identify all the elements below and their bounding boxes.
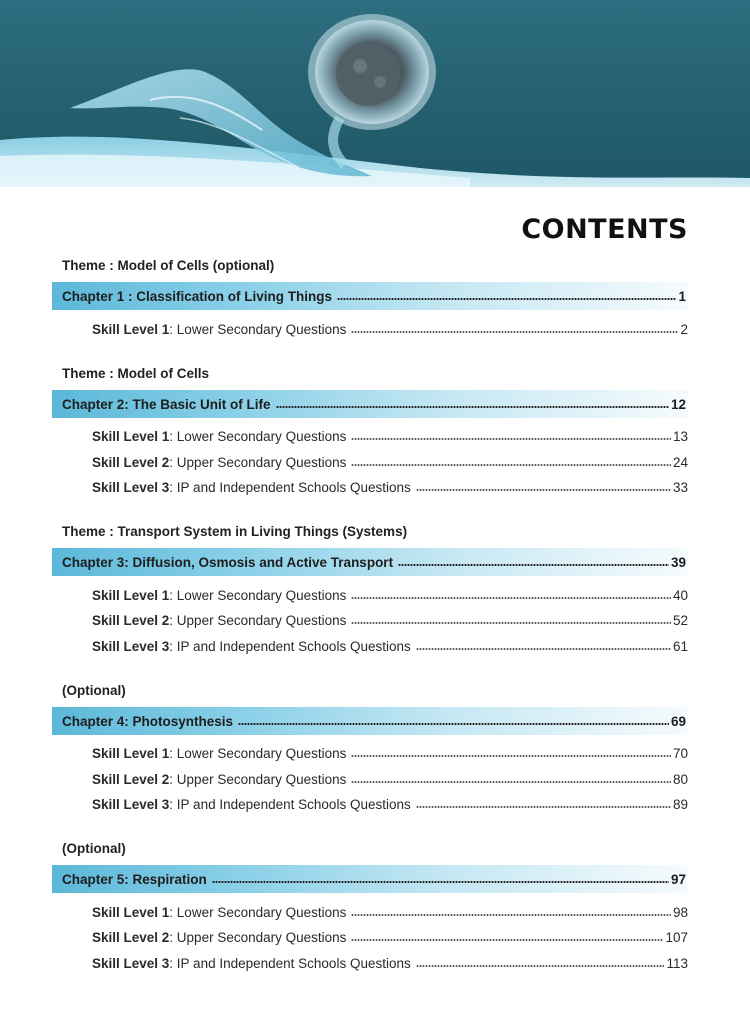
theme-heading: (Optional): [62, 683, 126, 698]
theme-heading: Theme : Model of Cells (optional): [62, 258, 275, 273]
skill-level-label: Skill Level 1: [92, 587, 170, 603]
chapter-title: Chapter 2: The Basic Unit of Life: [62, 396, 271, 412]
skill-level-label: Skill Level 2: [92, 771, 170, 787]
toc-skill-entry[interactable]: [92, 769, 688, 789]
page-number: 33: [672, 479, 688, 495]
skill-description: : IP and Independent Schools Questions: [169, 955, 411, 971]
dot-leader: [238, 722, 669, 726]
toc-skill-entry[interactable]: [92, 902, 688, 922]
toc-skill-entry[interactable]: [92, 953, 688, 973]
dot-leader: [351, 596, 671, 600]
dot-leader: [351, 754, 671, 758]
dot-leader: [276, 405, 669, 409]
toc-skill-entry[interactable]: [92, 927, 688, 947]
toc-chapter-entry[interactable]: [62, 707, 686, 735]
toc-chapter-entry[interactable]: [62, 390, 686, 418]
skill-level-label: Skill Level 1: [92, 904, 170, 920]
toc-skill-entry[interactable]: [92, 477, 688, 497]
page-number: 1: [678, 288, 686, 304]
toc-skill-entry[interactable]: [92, 743, 688, 763]
skill-level-label: Skill Level 2: [92, 612, 170, 628]
skill-description: : IP and Independent Schools Questions: [169, 796, 411, 812]
page-number: 113: [666, 955, 688, 971]
skill-description: : Lower Secondary Questions: [169, 587, 347, 603]
page-number: 39: [670, 554, 686, 570]
theme-heading: Theme : Model of Cells: [62, 366, 210, 381]
dot-leader: [398, 563, 669, 567]
skill-description: : Lower Secondary Questions: [169, 428, 347, 444]
dot-leader: [416, 647, 671, 651]
skill-description: : Upper Secondary Questions: [169, 612, 347, 628]
toc-skill-entry[interactable]: [92, 452, 688, 472]
dot-leader: [212, 880, 669, 884]
toc-skill-entry[interactable]: [92, 610, 688, 630]
skill-level-label: Skill Level 2: [92, 929, 170, 945]
toc-skill-entry[interactable]: [92, 794, 688, 814]
dot-leader: [351, 780, 671, 784]
skill-level-label: Skill Level 3: [92, 479, 170, 495]
page-number: 12: [670, 396, 686, 412]
skill-description: : Lower Secondary Questions: [169, 745, 347, 761]
toc-chapter-entry[interactable]: [62, 865, 686, 893]
skill-description: : Upper Secondary Questions: [169, 454, 347, 470]
toc-chapter-entry[interactable]: [62, 548, 686, 576]
dot-leader: [351, 621, 671, 625]
dot-leader: [351, 913, 671, 917]
toc-skill-entry[interactable]: [92, 636, 688, 656]
skill-level-label: Skill Level 3: [92, 638, 170, 654]
page-number: 52: [672, 612, 688, 628]
dot-leader: [351, 463, 671, 467]
skill-description: : Lower Secondary Questions: [169, 321, 347, 337]
toc-skill-entry[interactable]: [92, 426, 688, 446]
chapter-title: Chapter 3: Diffusion, Osmosis and Active Transport: [62, 554, 394, 570]
skill-level-label: Skill Level 1: [92, 321, 170, 337]
toc-skill-entry[interactable]: [92, 319, 688, 339]
page-number: 69: [670, 713, 686, 729]
page-number: 107: [665, 929, 688, 945]
microscopy-cells-illustration: [0, 0, 750, 187]
dot-leader: [416, 964, 665, 968]
header-banner-image: [0, 0, 750, 187]
page-number: 70: [672, 745, 688, 761]
page-number: 40: [672, 587, 688, 603]
skill-level-label: Skill Level 1: [92, 428, 170, 444]
skill-level-label: Skill Level 3: [92, 955, 170, 971]
dot-leader: [351, 437, 671, 441]
page-number: 24: [672, 454, 688, 470]
skill-level-label: Skill Level 2: [92, 454, 170, 470]
chapter-title: Chapter 1 : Classification of Living Things: [62, 288, 333, 304]
dot-leader: [416, 488, 671, 492]
page-number: 2: [680, 321, 688, 337]
toc-chapter-entry[interactable]: [62, 282, 686, 310]
dot-leader: [351, 330, 678, 334]
page-number: 61: [672, 638, 688, 654]
toc-skill-entry[interactable]: [92, 585, 688, 605]
skill-description: : Upper Secondary Questions: [169, 929, 347, 945]
theme-heading: (Optional): [62, 841, 126, 856]
page-title: CONTENTS: [521, 214, 688, 245]
skill-description: : IP and Independent Schools Questions: [169, 479, 411, 495]
skill-level-label: Skill Level 3: [92, 796, 170, 812]
dot-leader: [351, 938, 663, 942]
page-number: 89: [672, 796, 688, 812]
dot-leader: [337, 297, 676, 301]
dot-leader: [416, 805, 671, 809]
chapter-title: Chapter 5: Respiration: [62, 871, 207, 887]
theme-heading: Theme : Transport System in Living Things (Systems): [62, 524, 408, 539]
page-number: 80: [672, 771, 688, 787]
skill-description: : IP and Independent Schools Questions: [169, 638, 411, 654]
chapter-title: Chapter 4: Photosynthesis: [62, 713, 234, 729]
page-number: 98: [672, 904, 688, 920]
skill-description: : Upper Secondary Questions: [169, 771, 347, 787]
skill-level-label: Skill Level 1: [92, 745, 170, 761]
page-number: 13: [672, 428, 688, 444]
skill-description: : Lower Secondary Questions: [169, 904, 347, 920]
page-number: 97: [670, 871, 686, 887]
